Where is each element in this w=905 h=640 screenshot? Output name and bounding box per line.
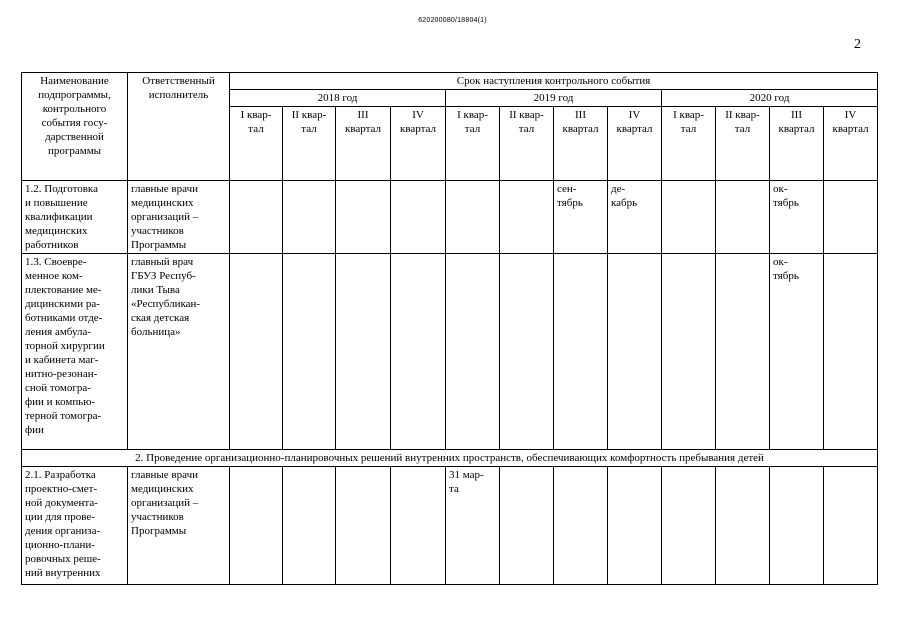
document-id: 620200080/18804(1)	[418, 17, 487, 24]
quarter-cell	[446, 254, 500, 450]
control-events-table	[21, 72, 878, 585]
header-quarter: III квартал	[770, 107, 824, 181]
quarter-cell: ок- тябрь	[770, 254, 824, 450]
quarter-cell	[716, 181, 770, 254]
quarter-cell	[824, 467, 878, 585]
header-quarter: I квар- тал	[230, 107, 283, 181]
quarter-cell	[336, 467, 391, 585]
quarter-cell	[283, 467, 336, 585]
quarter-cell	[770, 467, 824, 585]
header-deadline: Срок наступления контрольного события	[230, 73, 878, 90]
quarter-cell	[554, 467, 608, 585]
quarter-cell	[824, 254, 878, 450]
quarter-cell: ок- тябрь	[770, 181, 824, 254]
header-quarter: II квар- тал	[716, 107, 770, 181]
quarter-cell	[336, 254, 391, 450]
table-row	[22, 254, 878, 450]
quarter-cell	[500, 467, 554, 585]
section-row	[22, 450, 878, 467]
responsible-cell: главный врач ГБУЗ Респуб- лики Тыва «Республикан- ская детская больница»	[128, 254, 230, 450]
page-number: 2	[854, 37, 861, 52]
header-quarter: II квар- тал	[500, 107, 554, 181]
quarter-cell	[283, 181, 336, 254]
quarter-cell	[662, 254, 716, 450]
quarter-cell	[391, 467, 446, 585]
quarter-cell	[230, 467, 283, 585]
quarter-cell	[283, 254, 336, 450]
quarter-cell	[662, 467, 716, 585]
header-quarter: III квартал	[336, 107, 391, 181]
quarter-cell	[230, 181, 283, 254]
quarter-cell	[608, 467, 662, 585]
event-name-cell: 2.1. Разработка проектно-смет- ной документа- ции для прове- дения организа- ционно-плани- ровочных реше- ний внутренних	[22, 467, 128, 585]
header-name-cell: Наименование подпрограммы, контрольного события госу- дарственной программы	[22, 73, 128, 181]
quarter-cell: 31 мар- та	[446, 467, 500, 585]
header-quarter: IV квартал	[608, 107, 662, 181]
table-row	[22, 467, 878, 585]
quarter-cell	[716, 254, 770, 450]
quarter-cell	[824, 181, 878, 254]
header-quarter: IV квартал	[391, 107, 446, 181]
header-year-2020: 2020 год	[662, 90, 878, 107]
header-year-2018: 2018 год	[230, 90, 446, 107]
header-quarter: II квар- тал	[283, 107, 336, 181]
quarter-cell	[391, 181, 446, 254]
quarter-cell	[662, 181, 716, 254]
quarter-cell	[230, 254, 283, 450]
header-quarter: III квартал	[554, 107, 608, 181]
quarter-cell: сен- тябрь	[554, 181, 608, 254]
section-2-title: 2. Проведение организационно-планировочных решений внутренних пространств, обеспечивающих комфортность пребывания детей	[22, 450, 878, 467]
event-name-cell: 1.3. Своевре- менное ком- плектование ме- дицинскими ра- ботниками отде- ления амбула- торной хирургии и кабинета маг- нитно-резонан- сной томогра- фии и компью- терной томогра- фии	[22, 254, 128, 450]
event-name-cell: 1.2. Подготовка и повышение квалификации медицинских работников	[22, 181, 128, 254]
quarter-cell	[500, 254, 554, 450]
header-quarter: IV квартал	[824, 107, 878, 181]
quarter-cell	[336, 181, 391, 254]
quarter-cell	[608, 254, 662, 450]
quarter-cell	[554, 254, 608, 450]
quarter-cell	[500, 181, 554, 254]
quarter-cell	[391, 254, 446, 450]
header-year-2019: 2019 год	[446, 90, 662, 107]
quarter-cell: де- кабрь	[608, 181, 662, 254]
table-row	[22, 181, 878, 254]
header-quarter: I квар- тал	[446, 107, 500, 181]
quarter-cell	[716, 467, 770, 585]
responsible-cell: главные врачи медицинских организаций – участников Программы	[128, 467, 230, 585]
header-quarter: I квар- тал	[662, 107, 716, 181]
responsible-cell: главные врачи медицинских организаций – участников Программы	[128, 181, 230, 254]
quarter-cell	[446, 181, 500, 254]
header-responsible-cell: Ответственный исполнитель	[128, 73, 230, 181]
